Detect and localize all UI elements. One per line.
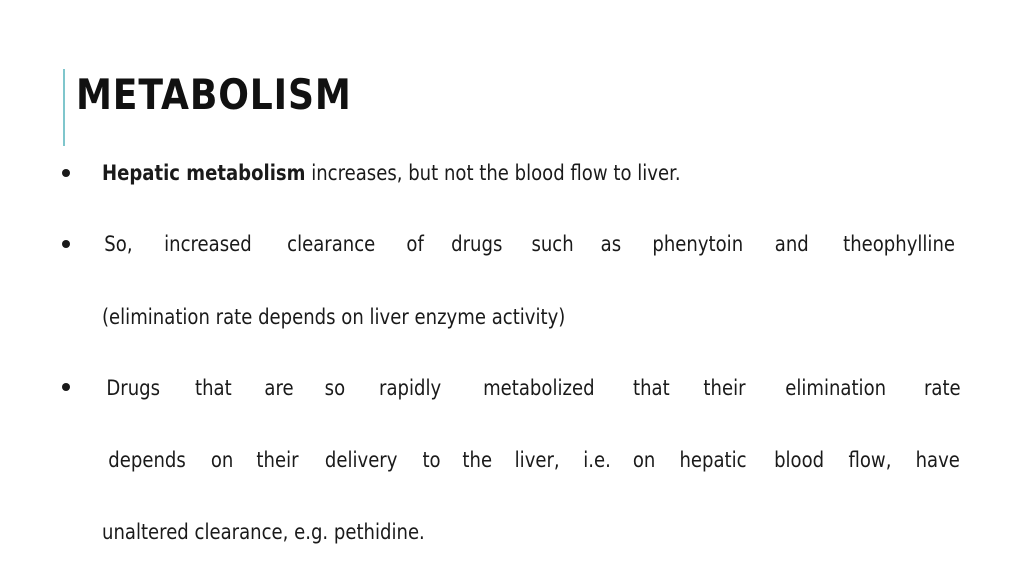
- word: so: [324, 376, 346, 400]
- word: have: [915, 448, 961, 472]
- word: depends: [108, 448, 186, 472]
- word: flow,: [848, 448, 892, 472]
- bullet-text: increases, but not the blood flow to liver.: [305, 161, 681, 185]
- word: blood: [773, 448, 824, 472]
- word: theophylline: [842, 232, 955, 256]
- word: on: [211, 448, 234, 472]
- word: phenytoin: [652, 232, 744, 256]
- word: So,: [104, 232, 133, 256]
- bullet-2-line-2: (elimination rate depends on liver enzyme activity): [102, 305, 566, 329]
- bullet-marker: [62, 383, 70, 391]
- word: their: [703, 376, 746, 400]
- bullet-marker: [62, 169, 70, 177]
- word: rate: [924, 376, 961, 400]
- word: such: [531, 232, 574, 256]
- word: drugs: [451, 232, 503, 256]
- word: liver,: [515, 448, 561, 472]
- word: and: [775, 232, 810, 256]
- word: on: [632, 448, 655, 472]
- word: their: [256, 448, 299, 472]
- bullet-1-line-1: [102, 158, 843, 188]
- word: elimination: [784, 376, 886, 400]
- word: are: [264, 376, 294, 400]
- slide-title: METABOLISM: [76, 70, 352, 119]
- word: rapidly: [379, 376, 442, 400]
- bullet-3-line-2: [102, 445, 964, 475]
- word: Drugs: [106, 376, 161, 400]
- word: metabolized: [482, 376, 595, 400]
- bullet-2-line-1: [102, 229, 964, 259]
- word: hepatic: [679, 448, 747, 472]
- word: increased: [163, 232, 252, 256]
- bullet-3-line-1: [102, 373, 964, 403]
- bullet-3-line-3: unaltered clearance, e.g. pethidine.: [102, 520, 425, 544]
- word: of: [406, 232, 424, 256]
- word: i.e.: [583, 448, 611, 472]
- word: to: [422, 448, 441, 472]
- word: delivery: [325, 448, 398, 472]
- word: as: [600, 232, 622, 256]
- bold-term: Hepatic metabolism: [102, 161, 306, 185]
- title-accent-bar: [63, 69, 65, 146]
- bullet-marker: [62, 240, 70, 248]
- word: clearance: [287, 232, 376, 256]
- word: that: [194, 376, 232, 400]
- word: the: [461, 448, 492, 472]
- word: that: [633, 376, 671, 400]
